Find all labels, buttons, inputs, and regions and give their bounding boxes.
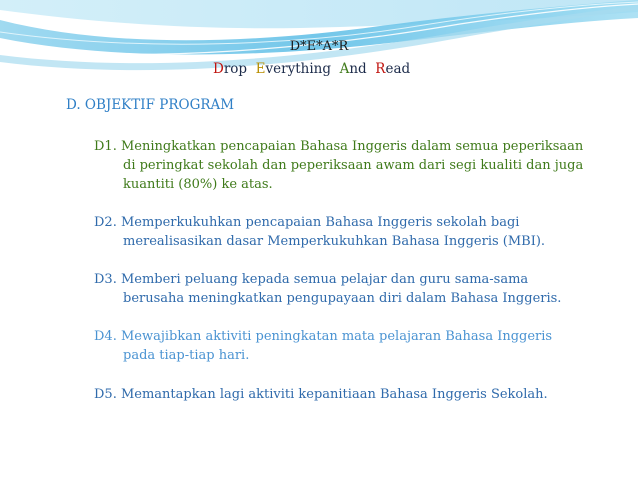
- subtitle-word-rest: nd: [349, 61, 367, 77]
- slide-subtitle: [213, 61, 410, 78]
- objective-d1-line-2: di peringkat sekolah dan peperiksaan awam dari segi kualiti dan juga: [123, 158, 584, 173]
- objective-d1-line-3: kuantiti (80%) ke atas.: [123, 177, 273, 192]
- subtitle-word-rest: verything: [265, 61, 331, 77]
- objective-d2-line-1: D2. Memperkukuhkan pencapaian Bahasa Inggeris sekolah bagi: [94, 215, 520, 230]
- objective-d3-line-2: berusaha meningkatkan pengupayaan diri dalam Bahasa Inggeris.: [123, 291, 562, 306]
- subtitle-word-rest: rop: [223, 61, 248, 77]
- subtitle-initial-r: R: [375, 61, 386, 77]
- objective-d3-line-1: D3. Memberi peluang kepada semua pelajar dan guru sama-sama: [94, 272, 529, 287]
- objective-d5-line-1: D5. Memantapkan lagi aktiviti kepanitiaan Bahasa Inggeris Sekolah.: [94, 387, 548, 402]
- objective-d2-line-2: merealisasikan dasar Memperkukuhkan Bahasa Inggeris (MBI).: [123, 234, 546, 249]
- subtitle-initial-a: A: [339, 61, 350, 77]
- section-title: D. OBJEKTIF PROGRAM: [66, 97, 235, 113]
- subtitle-word-rest: ead: [385, 61, 411, 77]
- subtitle-initial-d: D: [213, 61, 224, 77]
- subtitle-initial-e: E: [255, 61, 266, 77]
- slide-heading: D*E*A*R: [289, 39, 349, 54]
- objective-d4-line-2: pada tiap-tiap hari.: [123, 348, 250, 363]
- objective-d1-line-1: D1. Meningkatkan pencapaian Bahasa Inggeris dalam semua peperiksaan: [94, 139, 584, 154]
- objective-d4-line-1: D4. Mewajibkan aktiviti peningkatan mata pelajaran Bahasa Inggeris: [94, 329, 553, 344]
